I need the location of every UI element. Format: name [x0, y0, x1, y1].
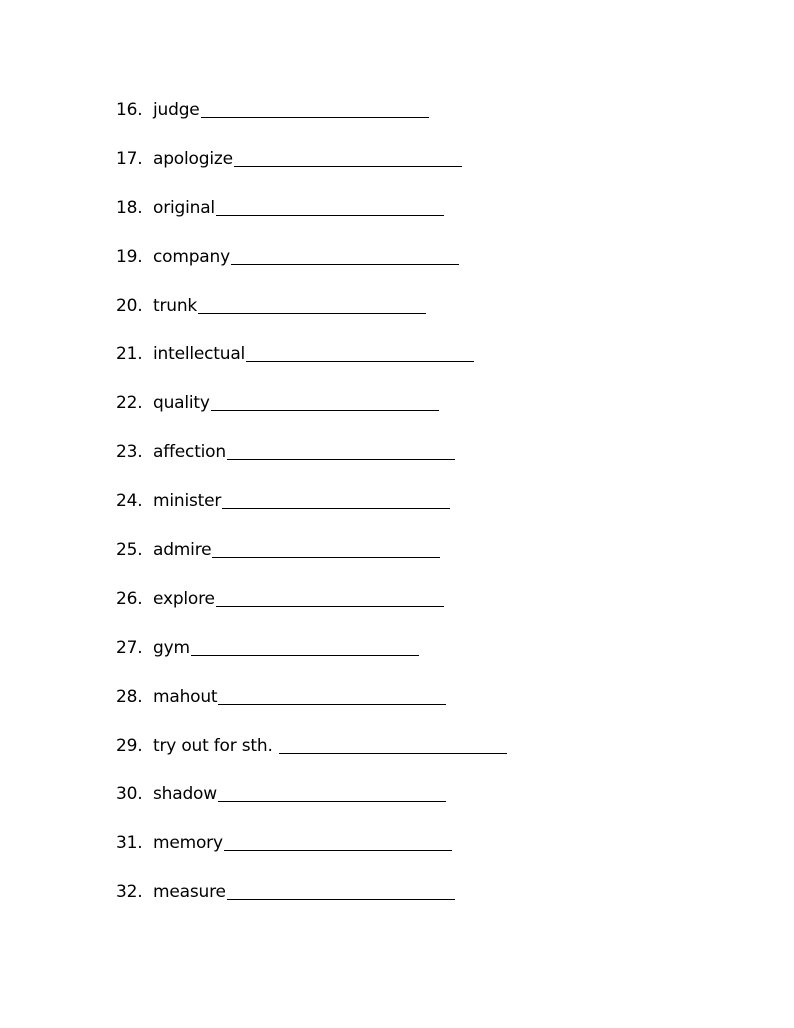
- answer-blank[interactable]: [198, 294, 426, 314]
- item-word: admire: [153, 540, 212, 561]
- list-item: [116, 147, 716, 196]
- item-word: intellectual: [153, 344, 246, 365]
- list-item: [116, 294, 716, 343]
- answer-blank[interactable]: [279, 734, 507, 754]
- item-word: gym: [153, 637, 190, 658]
- list-item: [116, 391, 716, 440]
- list-item: [116, 880, 716, 929]
- answer-blank[interactable]: [222, 489, 450, 509]
- item-word: shadow: [153, 784, 217, 805]
- answer-blank[interactable]: [227, 880, 455, 900]
- answer-blank[interactable]: [211, 391, 439, 411]
- list-item: [116, 636, 716, 685]
- answer-blank[interactable]: [218, 782, 446, 802]
- item-number: 29.: [116, 735, 143, 756]
- item-number: 16.: [116, 100, 143, 120]
- item-number: 17.: [116, 148, 143, 169]
- list-item: [116, 831, 716, 880]
- item-number: 25.: [116, 540, 143, 561]
- answer-blank[interactable]: [234, 147, 462, 167]
- item-number: 24.: [116, 491, 143, 512]
- answer-blank[interactable]: [216, 587, 444, 607]
- list-item: [116, 440, 716, 489]
- answer-blank[interactable]: [212, 538, 440, 558]
- list-item: [116, 782, 716, 831]
- item-number: 19.: [116, 246, 143, 267]
- vocabulary-list: [116, 98, 716, 929]
- item-word: judge: [153, 100, 200, 120]
- answer-blank[interactable]: [191, 636, 419, 656]
- item-word: try out for sth.: [153, 735, 278, 756]
- item-number: 27.: [116, 637, 143, 658]
- answer-blank[interactable]: [218, 685, 446, 705]
- item-word: apologize: [153, 148, 233, 169]
- list-item: [116, 685, 716, 734]
- item-word: trunk: [153, 295, 198, 316]
- item-word: mahout: [153, 686, 218, 707]
- item-number: 18.: [116, 197, 143, 218]
- list-item: [116, 245, 716, 294]
- answer-blank[interactable]: [231, 245, 459, 265]
- answer-blank[interactable]: [224, 831, 452, 851]
- answer-blank[interactable]: [201, 98, 429, 118]
- item-word: company: [153, 246, 230, 267]
- list-item: [116, 538, 716, 587]
- item-word: measure: [153, 882, 226, 903]
- item-number: 31.: [116, 833, 143, 854]
- item-number: 32.: [116, 882, 143, 903]
- item-number: 26.: [116, 588, 143, 609]
- list-item: [116, 196, 716, 245]
- item-word: original: [153, 197, 215, 218]
- item-number: 20.: [116, 295, 143, 316]
- item-word: affection: [153, 442, 226, 463]
- list-item: [116, 342, 716, 391]
- list-item: [116, 489, 716, 538]
- item-number: 21.: [116, 344, 143, 365]
- answer-blank[interactable]: [246, 342, 474, 362]
- item-word: minister: [153, 491, 222, 512]
- answer-blank[interactable]: [227, 440, 455, 460]
- item-number: 23.: [116, 442, 143, 463]
- item-number: 28.: [116, 686, 143, 707]
- item-word: quality: [153, 393, 210, 414]
- list-item: [116, 587, 716, 636]
- item-number: 22.: [116, 393, 143, 414]
- list-item: [116, 98, 716, 147]
- answer-blank[interactable]: [216, 196, 444, 216]
- list-item: [116, 734, 716, 783]
- item-number: 30.: [116, 784, 143, 805]
- item-word: explore: [153, 588, 215, 609]
- item-word: memory: [153, 833, 223, 854]
